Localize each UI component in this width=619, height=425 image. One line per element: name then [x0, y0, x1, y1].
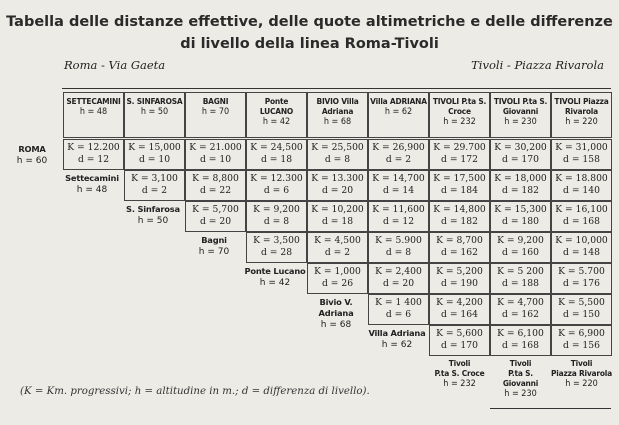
station-altitude: h = 232 [443, 117, 476, 127]
table-cell [429, 263, 490, 294]
cell-km: K = 3,500 [253, 235, 300, 246]
title-line-2: di livello della linea Roma-Tivoli [180, 36, 439, 52]
cell-km: K = 31,000 [555, 142, 608, 153]
table-cell [429, 294, 490, 325]
cell-diff: d = 20 [382, 278, 415, 289]
table-cell [185, 170, 246, 201]
table-cell [63, 139, 124, 170]
bottom-station-name-2: P.ta S. Croce [434, 368, 485, 378]
row-station-name: S. Sinfarosa [126, 204, 180, 214]
table-cell [246, 232, 307, 263]
cell-km: K = 8,700 [436, 235, 483, 246]
cell-diff: d = 20 [199, 216, 232, 227]
station-altitude: h = 42 [262, 117, 291, 127]
column-header-5 [307, 92, 368, 138]
cell-km: K = 16,100 [555, 204, 608, 215]
table-cell [124, 139, 185, 170]
cell-km: K = 1 400 [375, 297, 422, 308]
cell-diff: d = 28 [260, 247, 293, 258]
column-header-7 [429, 92, 490, 138]
table-cell [490, 325, 551, 356]
table-cell [307, 139, 368, 170]
table-cell [368, 170, 429, 201]
cell-diff: d = 176 [563, 278, 600, 289]
table-cell [185, 201, 246, 232]
station-altitude: h = 62 [384, 107, 413, 117]
cell-km: K = 6,900 [558, 328, 605, 339]
row-station-name: Settecamini [65, 173, 119, 183]
cell-km: K = 5 200 [497, 266, 544, 277]
origin-name: ROMA [18, 144, 46, 154]
cell-diff: d = 188 [502, 278, 539, 289]
table-cell [490, 263, 551, 294]
table-cell [429, 201, 490, 232]
cell-km: K = 5.700 [558, 266, 605, 277]
cell-km: K = 10,200 [311, 204, 364, 215]
cell-km: K = 6,100 [497, 328, 544, 339]
cell-diff: d = 168 [502, 340, 539, 351]
table-cell [551, 325, 612, 356]
row-label-2 [121, 204, 185, 227]
table-cell [368, 201, 429, 232]
cell-diff: d = 8 [385, 247, 412, 258]
row-label-6 [365, 328, 429, 351]
table-cell [368, 232, 429, 263]
table-cell [551, 263, 612, 294]
cell-diff: d = 170 [441, 340, 478, 351]
row-station-altitude: h = 68 [320, 320, 352, 330]
bottom-station-altitude: h = 230 [504, 389, 537, 399]
cell-km: K = 5.900 [375, 235, 422, 246]
row-label-roma [0, 144, 64, 167]
bottom-station-altitude: h = 220 [565, 379, 598, 389]
cell-km: K = 4,200 [436, 297, 483, 308]
station-altitude: h = 70 [201, 107, 230, 117]
cell-km: K = 11,600 [372, 204, 425, 215]
station-altitude: h = 230 [504, 117, 537, 127]
cell-diff: d = 22 [199, 185, 232, 196]
cell-diff: d = 2 [385, 154, 412, 165]
cell-diff: d = 180 [502, 216, 539, 227]
bottom-station-name-1: Tivoli [448, 358, 471, 368]
row-station-altitude: h = 42 [259, 278, 291, 288]
origin-altitude: h = 60 [16, 156, 48, 166]
cell-km: K = 4,700 [497, 297, 544, 308]
table-cell [490, 139, 551, 170]
cell-diff: d = 168 [563, 216, 600, 227]
cell-km: K = 30,200 [494, 142, 547, 153]
station-altitude: h = 220 [565, 117, 598, 127]
title-line-1: Tabella delle distanze effettive, delle quote altimetriche e delle differenze [6, 14, 613, 30]
cell-km: K = 4,500 [314, 235, 361, 246]
cell-diff: d = 162 [502, 309, 539, 320]
cell-diff: d = 10 [138, 154, 171, 165]
cell-km: K = 3,100 [131, 173, 178, 184]
bottom-label-8 [490, 358, 551, 400]
table-cell [246, 201, 307, 232]
cell-km: K = 5,200 [436, 266, 483, 277]
row-station-name: Ponte Lucano [244, 266, 306, 276]
bottom-station-altitude: h = 232 [443, 379, 476, 389]
cell-diff: d = 18 [260, 154, 293, 165]
cell-km: K = 9,200 [253, 204, 300, 215]
cell-km: K = 8,800 [192, 173, 239, 184]
cell-km: K = 14,700 [372, 173, 425, 184]
start-terminal: Roma - Via Gaeta [64, 58, 166, 72]
cell-km: K = 14,800 [433, 204, 486, 215]
cell-diff: d = 26 [321, 278, 354, 289]
row-station-altitude: h = 48 [76, 185, 108, 195]
column-header-1 [63, 92, 124, 138]
bottom-label-9 [551, 358, 612, 390]
bottom-station-name-2: Piazza Rivarola [551, 368, 612, 378]
cell-km: K = 21.000 [189, 142, 242, 153]
legend: (K = Km. progressivi; h = altitudine in m.; d = differenza di livello). [20, 386, 370, 397]
bottom-label-7 [429, 358, 490, 390]
cell-diff: d = 8 [263, 216, 290, 227]
row-label-1 [60, 173, 124, 196]
station-altitude: h = 68 [323, 117, 352, 127]
cell-diff: d = 150 [563, 309, 600, 320]
cell-diff: d = 182 [441, 216, 478, 227]
table-cell [551, 201, 612, 232]
cell-diff: d = 6 [385, 309, 412, 320]
row-station-altitude: h = 50 [137, 216, 169, 226]
row-label-4 [243, 266, 307, 289]
station-name: Villa ADRIANA [370, 96, 427, 106]
cell-diff: d = 164 [441, 309, 478, 320]
table-cell [490, 201, 551, 232]
cell-km: K = 18,000 [494, 173, 547, 184]
cell-diff: d = 12 [77, 154, 110, 165]
cell-km: K = 2,400 [375, 266, 422, 277]
cell-diff: d = 182 [502, 185, 539, 196]
table-cell [429, 325, 490, 356]
bottom-station-name-1: Tivoli [570, 358, 593, 368]
cell-diff: d = 158 [563, 154, 600, 165]
table-cell [429, 170, 490, 201]
table-cell [307, 263, 368, 294]
table-cell [307, 201, 368, 232]
cell-diff: d = 160 [502, 247, 539, 258]
cell-diff: d = 140 [563, 185, 600, 196]
cell-diff: d = 172 [441, 154, 478, 165]
table-cell [551, 232, 612, 263]
bottom-station-name-1: Tivoli [509, 358, 532, 368]
table-cell [307, 170, 368, 201]
cell-diff: d = 8 [324, 154, 351, 165]
cell-diff: d = 170 [502, 154, 539, 165]
cell-km: K = 12.200 [67, 142, 120, 153]
table-cell [551, 139, 612, 170]
cell-km: K = 18.800 [555, 173, 608, 184]
station-name: BAGNI [202, 96, 229, 106]
cell-km: K = 9,200 [497, 235, 544, 246]
cell-diff: d = 12 [382, 216, 415, 227]
end-terminal: Tivoli - Piazza Rivarola [471, 58, 604, 72]
cell-km: K = 5,700 [192, 204, 239, 215]
row-station-altitude: h = 62 [381, 340, 413, 350]
station-name: TIVOLI P.ta S. Giovanni [493, 96, 548, 116]
station-name: SETTECAMINI [66, 96, 121, 106]
cell-km: K = 29.700 [433, 142, 486, 153]
cell-diff: d = 2 [324, 247, 351, 258]
cell-km: K = 15,000 [128, 142, 181, 153]
table-cell [124, 170, 185, 201]
cell-km: K = 5,600 [436, 328, 483, 339]
table-cell [368, 294, 429, 325]
cell-diff: d = 18 [321, 216, 354, 227]
column-header-2 [124, 92, 185, 138]
row-station-name: Villa Adriana [368, 328, 426, 338]
row-station-name: Bivio V. Adriana [318, 297, 354, 318]
bottom-station-name-2: P.ta S. Giovanni [502, 368, 539, 388]
cell-km: K = 17,500 [433, 173, 486, 184]
table-cell [429, 139, 490, 170]
cell-diff: d = 148 [563, 247, 600, 258]
station-altitude: h = 50 [140, 107, 169, 117]
table-cell [490, 294, 551, 325]
cell-diff: d = 10 [199, 154, 232, 165]
cell-km: K = 26,900 [372, 142, 425, 153]
table-cell [551, 170, 612, 201]
cell-diff: d = 20 [321, 185, 354, 196]
cell-diff: d = 156 [563, 340, 600, 351]
cell-km: K = 25,500 [311, 142, 364, 153]
table-cell [490, 170, 551, 201]
cell-diff: d = 14 [382, 185, 415, 196]
cell-km: K = 12.300 [250, 173, 303, 184]
column-header-9 [551, 92, 612, 138]
column-header-4 [246, 92, 307, 138]
cell-km: K = 13.300 [311, 173, 364, 184]
table-top-rule [62, 88, 611, 89]
station-name: Ponte LUCANO [259, 96, 294, 116]
cell-km: K = 5,500 [558, 297, 605, 308]
row-label-5 [304, 297, 368, 331]
station-name: TIVOLI Piazza Rivarola [554, 96, 609, 116]
table-cell [307, 232, 368, 263]
table-cell [429, 232, 490, 263]
table-cell [368, 139, 429, 170]
cell-diff: d = 162 [441, 247, 478, 258]
cell-km: K = 10,000 [555, 235, 608, 246]
row-station-name: Bagni [201, 235, 227, 245]
cell-km: K = 24,500 [250, 142, 303, 153]
row-label-3 [182, 235, 246, 258]
cell-diff: d = 6 [263, 185, 290, 196]
row-station-altitude: h = 70 [198, 247, 230, 257]
cell-diff: d = 2 [141, 185, 168, 196]
column-header-8 [490, 92, 551, 138]
station-name: BIVIO Villa Adriana [316, 96, 359, 116]
table-cell [185, 139, 246, 170]
station-name: TIVOLI P.ta S. Croce [432, 96, 487, 116]
table-cell [368, 263, 429, 294]
station-altitude: h = 48 [79, 107, 108, 117]
table-bottom-rule [490, 408, 611, 409]
column-header-3 [185, 92, 246, 138]
table-cell [246, 170, 307, 201]
cell-km: K = 1,000 [314, 266, 361, 277]
cell-diff: d = 184 [441, 185, 478, 196]
table-cell [490, 232, 551, 263]
table-cell [551, 294, 612, 325]
station-name: S. SINFAROSA [126, 96, 183, 106]
table-cell [246, 139, 307, 170]
cell-km: K = 15,300 [494, 204, 547, 215]
cell-diff: d = 190 [441, 278, 478, 289]
column-header-6 [368, 92, 429, 138]
